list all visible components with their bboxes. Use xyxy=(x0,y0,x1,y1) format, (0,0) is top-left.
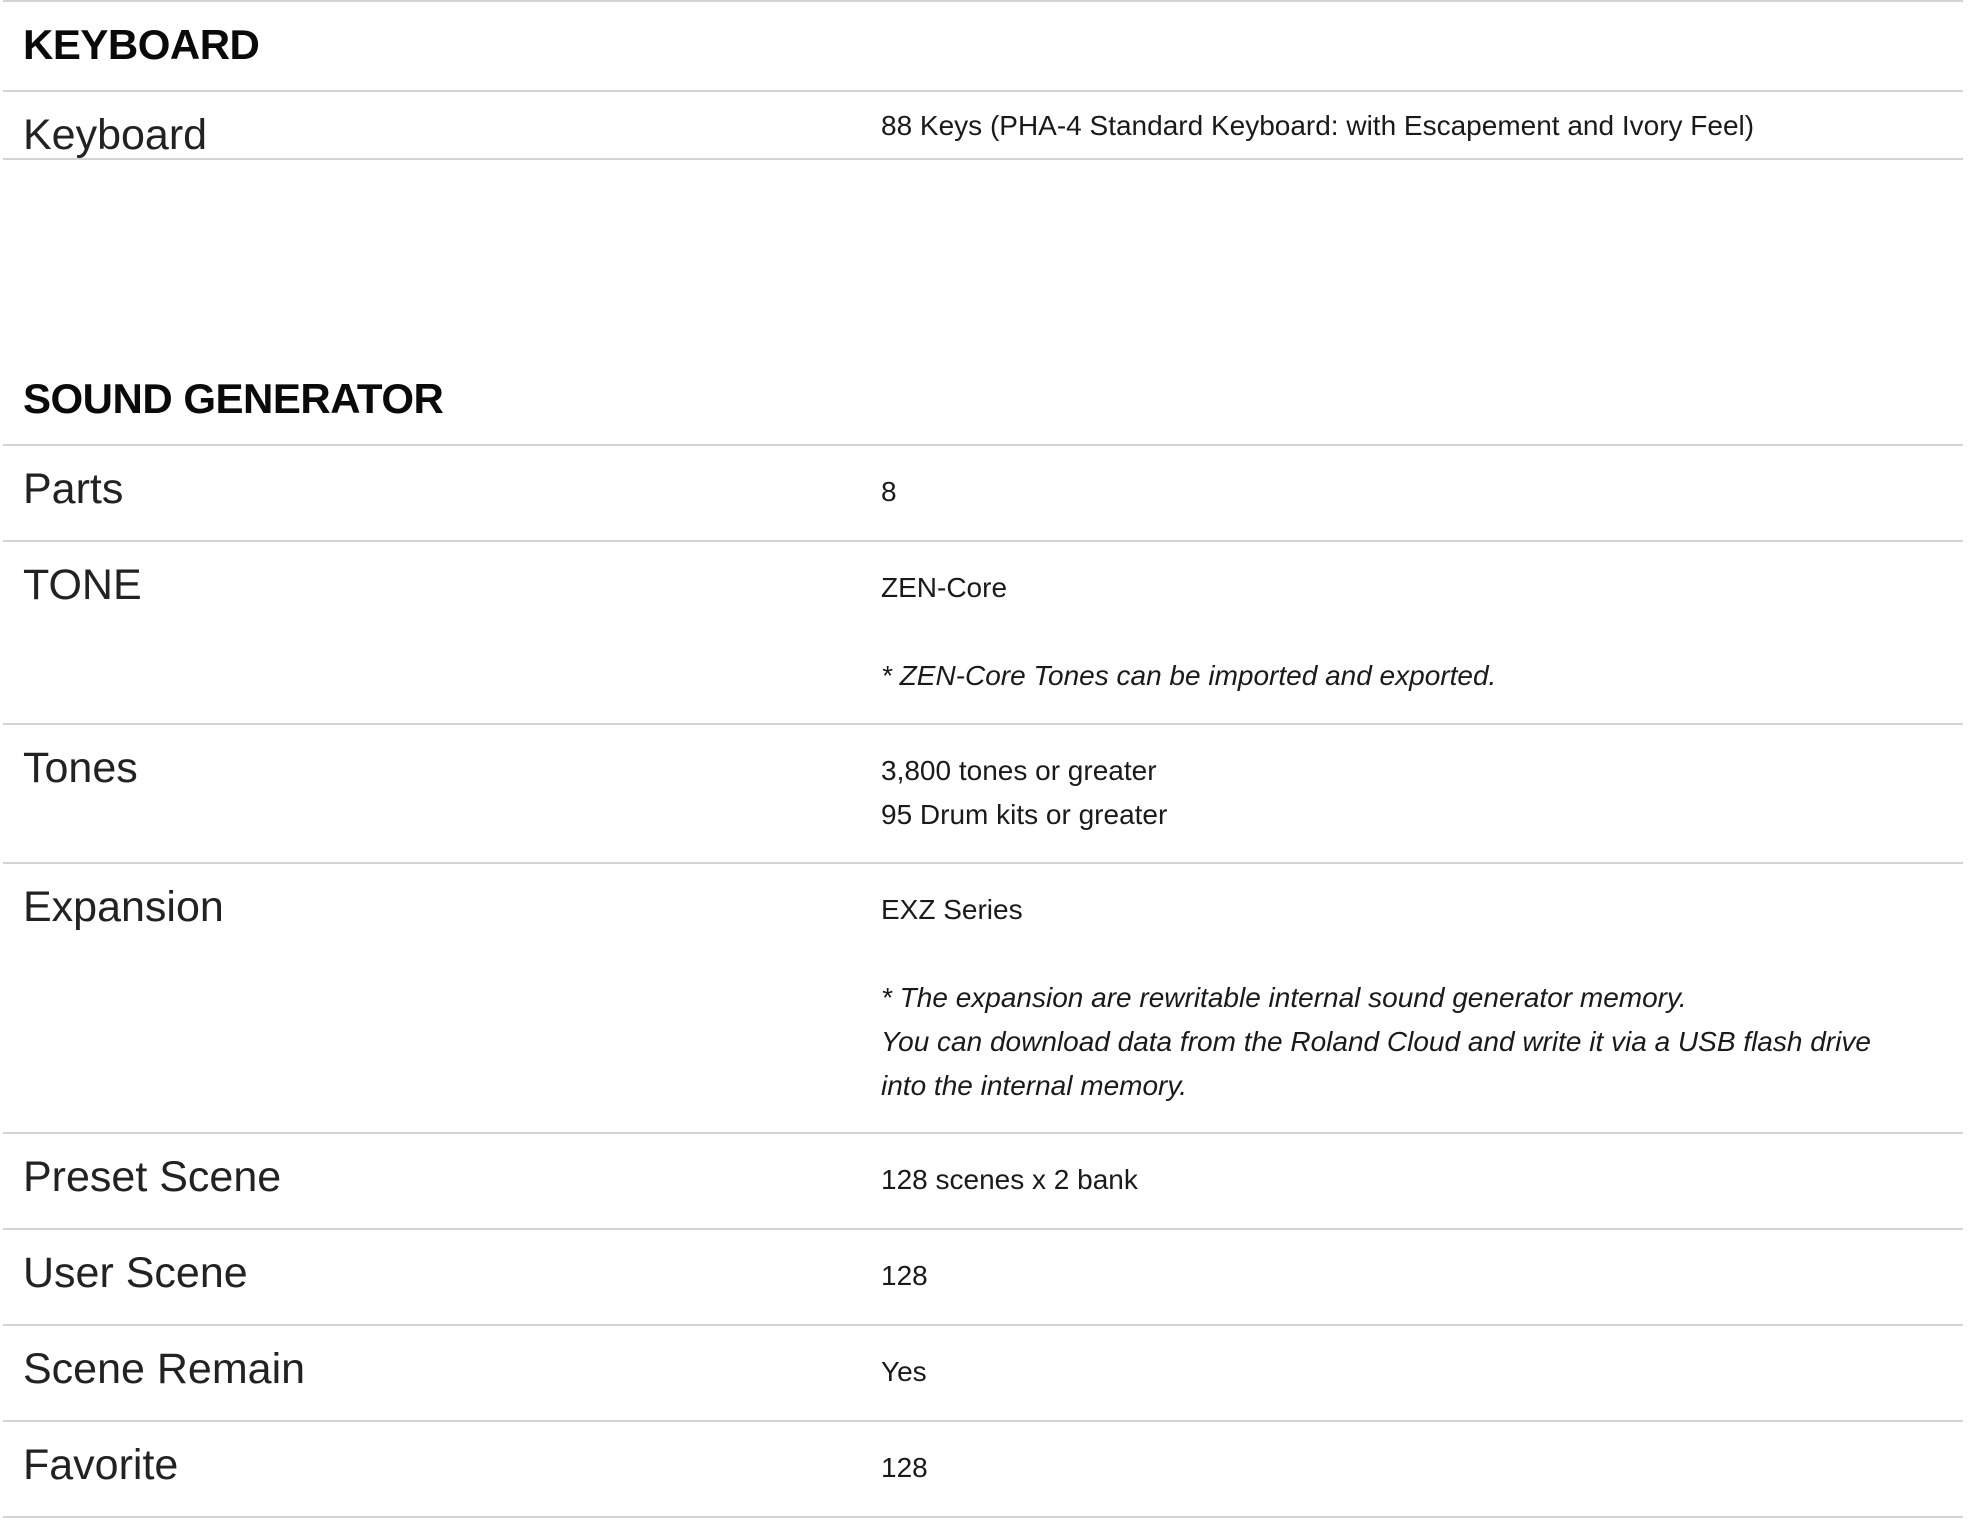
spec-value-text: ZEN-Core xyxy=(881,572,1008,603)
spec-value: 128 scenes x 2 bank xyxy=(881,1164,1138,1195)
spec-value: Yes xyxy=(881,1356,927,1387)
spec-row-tone xyxy=(3,540,1963,723)
spec-note: * The expansion are rewritable internal sound generator memory. xyxy=(881,982,1687,1013)
spec-value-text: EXZ Series xyxy=(881,894,1023,925)
spec-value: 128 xyxy=(881,1260,928,1291)
sound-generator-section xyxy=(3,355,1963,1518)
spec-label: TONE xyxy=(23,561,142,609)
spec-note: into the internal memory. xyxy=(881,1070,1188,1101)
spec-value: 8 xyxy=(881,476,897,507)
spec-note: You can download data from the Roland Cloud and write it via a USB flash drive xyxy=(881,1026,1871,1057)
spec-label: Parts xyxy=(23,465,124,513)
keyboard-section-title: KEYBOARD xyxy=(23,21,260,68)
spec-label: Preset Scene xyxy=(23,1153,282,1201)
spec-value: 88 Keys (PHA-4 Standard Keyboard: with Escapement and Ivory Feel) xyxy=(881,110,1755,141)
spec-row-favorite xyxy=(3,1420,1963,1518)
spec-row-preset-scene xyxy=(3,1132,1963,1228)
spec-label: Keyboard xyxy=(23,111,208,159)
spec-label: Scene Remain xyxy=(23,1345,306,1393)
spec-row-scene-remain xyxy=(3,1324,1963,1420)
sound-generator-section-title: SOUND GENERATOR xyxy=(23,375,444,422)
spec-label: Tones xyxy=(23,744,138,792)
spec-row-keyboard xyxy=(3,90,1963,160)
keyboard-section xyxy=(3,0,1963,160)
spec-row-expansion xyxy=(3,862,1963,1132)
spec-label: Favorite xyxy=(23,1441,179,1489)
spec-note: * ZEN-Core Tones can be imported and exported. xyxy=(881,660,1497,691)
spec-row-parts xyxy=(3,444,1963,540)
spec-value-line: 95 Drum kits or greater xyxy=(881,799,1168,830)
spec-value xyxy=(881,864,1963,1132)
spec-value xyxy=(881,725,1963,862)
spec-value-line: 3,800 tones or greater xyxy=(881,755,1157,786)
spec-label: User Scene xyxy=(23,1249,248,1297)
spec-value: 128 xyxy=(881,1452,928,1483)
spec-label: Expansion xyxy=(23,883,224,931)
spec-row-tones xyxy=(3,723,1963,862)
spec-value xyxy=(881,542,1963,723)
spec-row-user-scene xyxy=(3,1228,1963,1324)
